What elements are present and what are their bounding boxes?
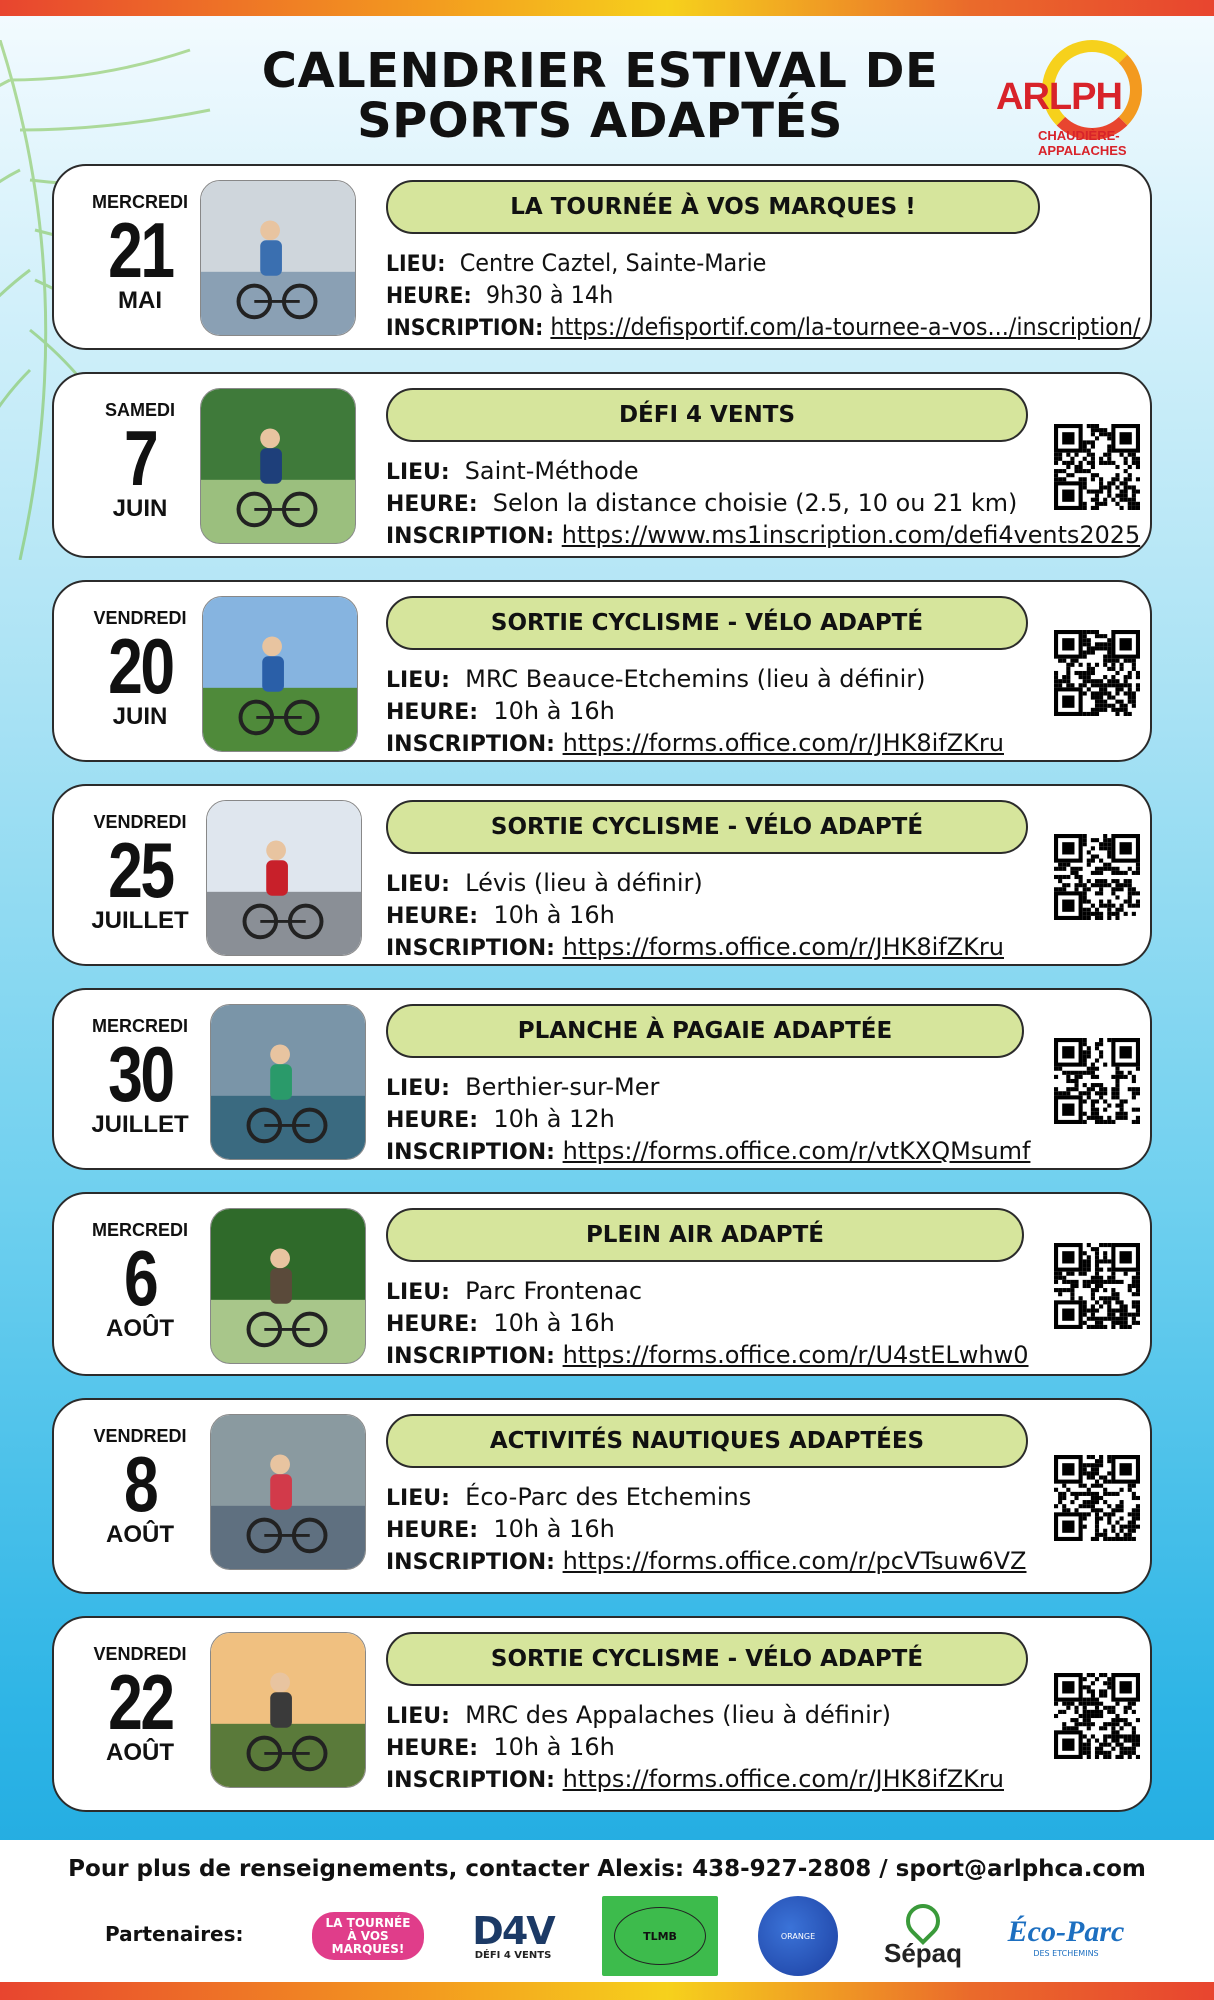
inscription-label: INSCRIPTION:: [386, 1550, 555, 1575]
partners-label: Partenaires:: [105, 1922, 244, 1946]
heure-label: HEURE:: [386, 1736, 479, 1761]
partner-logo-tournee: [312, 1912, 424, 1960]
event-inscription-row: [386, 1136, 1030, 1168]
event-title: PLEIN AIR ADAPTÉ: [386, 1208, 1024, 1262]
qr-code-icon[interactable]: [1054, 1673, 1140, 1759]
event-day-number: 7: [123, 414, 157, 502]
event-inscription-row: [386, 1764, 1004, 1796]
partner-logo-tlmb: [602, 1896, 718, 1976]
event-inscription-link[interactable]: https://forms.office.com/r/pcVTsuw6VZ: [562, 1547, 1027, 1575]
event-lieu-row: [386, 456, 1140, 488]
event-lieu: MRC Beauce-Etchemins (lieu à définir): [465, 665, 926, 693]
event-inscription-link[interactable]: https://forms.office.com/r/U4stELwhw0: [562, 1341, 1029, 1369]
event-day-of-week: VENDREDI: [93, 1426, 187, 1446]
partner-logo-ecoparc: [1006, 1896, 1126, 1976]
event-title: ACTIVITÉS NAUTIQUES ADAPTÉES: [386, 1414, 1028, 1468]
defi-logo-subtext: DÉFI 4 VENTS: [474, 1949, 552, 1961]
inscription-label: INSCRIPTION:: [386, 1768, 555, 1793]
event-card: [52, 580, 1152, 762]
event-date: [72, 400, 208, 523]
event-info: [386, 456, 1140, 552]
event-inscription-row: [386, 728, 1004, 760]
event-month: JUILLET: [91, 1111, 189, 1138]
event-info: [386, 1072, 1030, 1168]
footer: [0, 1840, 1214, 1982]
event-heure: 10h à 16h: [493, 1309, 615, 1337]
event-heure-row: [386, 696, 1004, 728]
inscription-label: INSCRIPTION:: [386, 1344, 555, 1369]
inscription-label: INSCRIPTION:: [386, 936, 555, 961]
event-heure: 9h30 à 14h: [485, 281, 614, 309]
event-inscription-row: [386, 1546, 1027, 1578]
event-day-number: 20: [107, 622, 173, 710]
event-inscription-row: [386, 312, 1141, 344]
event-card: [52, 1616, 1152, 1812]
event-lieu-row: [386, 1482, 1027, 1514]
event-day-of-week: VENDREDI: [93, 1644, 187, 1664]
event-info: [386, 1482, 1027, 1578]
event-day-of-week: MERCREDI: [91, 1016, 188, 1036]
inscription-label: INSCRIPTION:: [386, 1140, 555, 1165]
contact-line: Pour plus de renseignements, contacter Alexis: 438-927-2808 / sport@arlphca.com: [68, 1856, 1146, 1882]
event-heure: 10h à 16h: [493, 901, 615, 929]
lieu-label: LIEU:: [386, 1486, 450, 1511]
event-day-number: 6: [123, 1234, 157, 1322]
adapted-bikes-path-photo: [202, 596, 358, 752]
event-title: SORTIE CYCLISME - VÉLO ADAPTÉ: [386, 596, 1028, 650]
heure-label: HEURE:: [386, 1518, 479, 1543]
qr-code-icon[interactable]: [1054, 424, 1140, 510]
event-date: [72, 1220, 208, 1343]
event-inscription-link[interactable]: https://defisportif.com/la-tournee-a-vos.../inscription/: [550, 313, 1141, 341]
event-heure-row: [386, 1514, 1027, 1546]
event-inscription-row: [386, 1340, 1029, 1372]
event-heure: 10h à 16h: [493, 1733, 615, 1761]
event-lieu-row: [386, 248, 1141, 280]
event-day-of-week: VENDREDI: [93, 608, 187, 628]
forest-trail-photo: [210, 1208, 366, 1364]
event-month: JUIN: [112, 495, 168, 522]
tournee-line-3: MARQUES!: [331, 1941, 405, 1956]
event-info: [386, 868, 1004, 964]
event-day-of-week: SAMEDI: [104, 400, 175, 420]
event-lieu: Lévis (lieu à définir): [465, 869, 703, 897]
event-day-of-week: MERCREDI: [91, 1220, 188, 1240]
title-line-1: CALENDRIER ESTIVAL DE: [261, 43, 939, 99]
partner-logo-defi4vents: [470, 1896, 556, 1976]
qr-code-icon[interactable]: [1054, 834, 1140, 920]
event-inscription-link[interactable]: https://forms.office.com/r/JHK8ifZKru: [562, 933, 1004, 961]
event-title: SORTIE CYCLISME - VÉLO ADAPTÉ: [386, 1632, 1028, 1686]
event-card: [52, 988, 1152, 1170]
event-month: AOÛT: [106, 1739, 174, 1766]
event-date: [72, 192, 208, 315]
event-date: [72, 1426, 208, 1549]
partner-logo-orange: ORANGE: [758, 1896, 838, 1976]
event-heure-row: [386, 1308, 1029, 1340]
event-date: [72, 812, 208, 935]
event-day-of-week: VENDREDI: [93, 812, 187, 832]
inscription-label: INSCRIPTION:: [386, 732, 555, 757]
lieu-label: LIEU:: [386, 1704, 450, 1729]
event-heure-row: [386, 280, 1141, 312]
event-month: JUILLET: [91, 907, 189, 934]
event-lieu-row: [386, 664, 1004, 696]
event-month: JUIN: [112, 703, 168, 730]
event-lieu-row: [386, 1072, 1030, 1104]
event-inscription-link[interactable]: https://forms.office.com/r/vtKXQMsumf: [562, 1137, 1031, 1165]
event-inscription-row: [386, 932, 1004, 964]
event-card: [52, 784, 1152, 966]
heure-label: HEURE:: [386, 492, 478, 517]
event-day-number: 22: [107, 1658, 173, 1746]
event-date: [72, 1016, 208, 1139]
event-day-number: 25: [107, 826, 173, 914]
event-inscription-link[interactable]: https://www.ms1inscription.com/defi4vents2025: [561, 521, 1141, 549]
event-date: [72, 1644, 208, 1767]
event-lieu-row: [386, 1700, 1004, 1732]
partner-logo-sepaq: [878, 1896, 968, 1976]
runner-pushing-wheelchair-photo: [200, 388, 356, 544]
event-lieu-row: [386, 868, 1004, 900]
paddleboard-wheelchair-photo: [210, 1004, 366, 1160]
event-date: [72, 608, 208, 731]
lieu-label: LIEU:: [386, 252, 446, 277]
heure-label: HEURE:: [386, 700, 479, 725]
event-title: LA TOURNÉE À VOS MARQUES !: [386, 180, 1040, 234]
event-lieu: Parc Frontenac: [465, 1277, 643, 1305]
event-inscription-row: [386, 520, 1140, 552]
event-card: [52, 372, 1152, 558]
event-heure-row: [386, 1104, 1030, 1136]
top-color-stripe: [0, 0, 1214, 16]
event-info: [386, 1700, 1004, 1796]
bottom-color-stripe: [0, 1982, 1214, 2000]
event-day-number: 30: [107, 1030, 173, 1118]
event-title: PLANCHE À PAGAIE ADAPTÉE: [386, 1004, 1024, 1058]
heure-label: HEURE:: [386, 904, 479, 929]
tournee-line-2: À VOS: [347, 1928, 389, 1943]
event-day-number: 21: [107, 206, 173, 294]
lieu-label: LIEU:: [386, 1076, 450, 1101]
event-month: MAI: [118, 287, 162, 314]
qr-code-icon[interactable]: [1054, 1038, 1140, 1124]
event-heure: 10h à 12h: [493, 1105, 615, 1133]
handcycle-sunset-photo: [210, 1632, 366, 1788]
heure-label: HEURE:: [386, 284, 472, 309]
heure-label: HEURE:: [386, 1108, 479, 1133]
event-lieu: Centre Caztel, Sainte-Marie: [459, 249, 767, 277]
inscription-label: INSCRIPTION:: [386, 524, 555, 549]
event-info: [386, 1276, 1029, 1372]
event-lieu: Éco-Parc des Etchemins: [465, 1483, 752, 1511]
event-heure-row: [386, 1732, 1004, 1764]
event-heure-row: [386, 488, 1140, 520]
event-lieu: Saint-Méthode: [464, 457, 639, 485]
ecoparc-logo-subtext: DES ETCHEMINS: [1033, 1948, 1099, 1958]
lieu-label: LIEU:: [386, 1280, 450, 1305]
event-title: DÉFI 4 VENTS: [386, 388, 1028, 442]
child-adaptive-walker-photo: [200, 180, 356, 336]
kayak-photo: [210, 1414, 366, 1570]
tandem-bike-photo: [206, 800, 362, 956]
inscription-label: INSCRIPTION:: [386, 316, 544, 341]
event-title: SORTIE CYCLISME - VÉLO ADAPTÉ: [386, 800, 1028, 854]
page-title: [250, 43, 950, 149]
event-card: [52, 1398, 1152, 1594]
title-line-2: SPORTS ADAPTÉS: [357, 93, 843, 149]
logo-text: ARLPH: [996, 76, 1122, 118]
event-info: [386, 664, 1004, 760]
event-day-of-week: MERCREDI: [91, 192, 188, 212]
qr-code-icon[interactable]: [1054, 630, 1140, 716]
event-lieu-row: [386, 1276, 1029, 1308]
event-inscription-link[interactable]: https://forms.office.com/r/JHK8ifZKru: [562, 1765, 1004, 1793]
defi-logo-text: D4V: [472, 1908, 554, 1953]
lieu-label: LIEU:: [386, 460, 450, 485]
event-heure: 10h à 16h: [493, 1515, 615, 1543]
tlmb-logo-text: TLMB: [614, 1907, 706, 1965]
event-inscription-link[interactable]: https://forms.office.com/r/JHK8ifZKru: [562, 729, 1004, 757]
qr-code-icon[interactable]: [1054, 1455, 1140, 1541]
event-info: [386, 248, 1141, 344]
event-card: [52, 1192, 1152, 1376]
logo-subtext: CHAUDIÈRE-APPALACHES: [1038, 128, 1127, 158]
lieu-label: LIEU:: [386, 872, 450, 897]
arlph-logo: [990, 40, 1200, 158]
sepaq-logo-text: Sépaq: [883, 1937, 963, 1968]
event-lieu: Berthier-sur-Mer: [465, 1073, 660, 1101]
event-card: [52, 164, 1152, 350]
event-heure: 10h à 16h: [493, 697, 615, 725]
ecoparc-logo-text: Éco-Parc: [1007, 1914, 1125, 1948]
event-lieu: MRC des Appalaches (lieu à définir): [465, 1701, 892, 1729]
event-month: AOÛT: [106, 1521, 174, 1548]
event-day-number: 8: [123, 1440, 157, 1528]
qr-code-icon[interactable]: [1054, 1243, 1140, 1329]
heure-label: HEURE:: [386, 1312, 479, 1337]
tournee-line-1: LA TOURNÉE: [325, 1915, 411, 1930]
event-month: AOÛT: [106, 1315, 174, 1342]
event-heure-row: [386, 900, 1004, 932]
lieu-label: LIEU:: [386, 668, 450, 693]
event-heure: Selon la distance choisie (2.5, 10 ou 21 km): [492, 489, 1018, 517]
